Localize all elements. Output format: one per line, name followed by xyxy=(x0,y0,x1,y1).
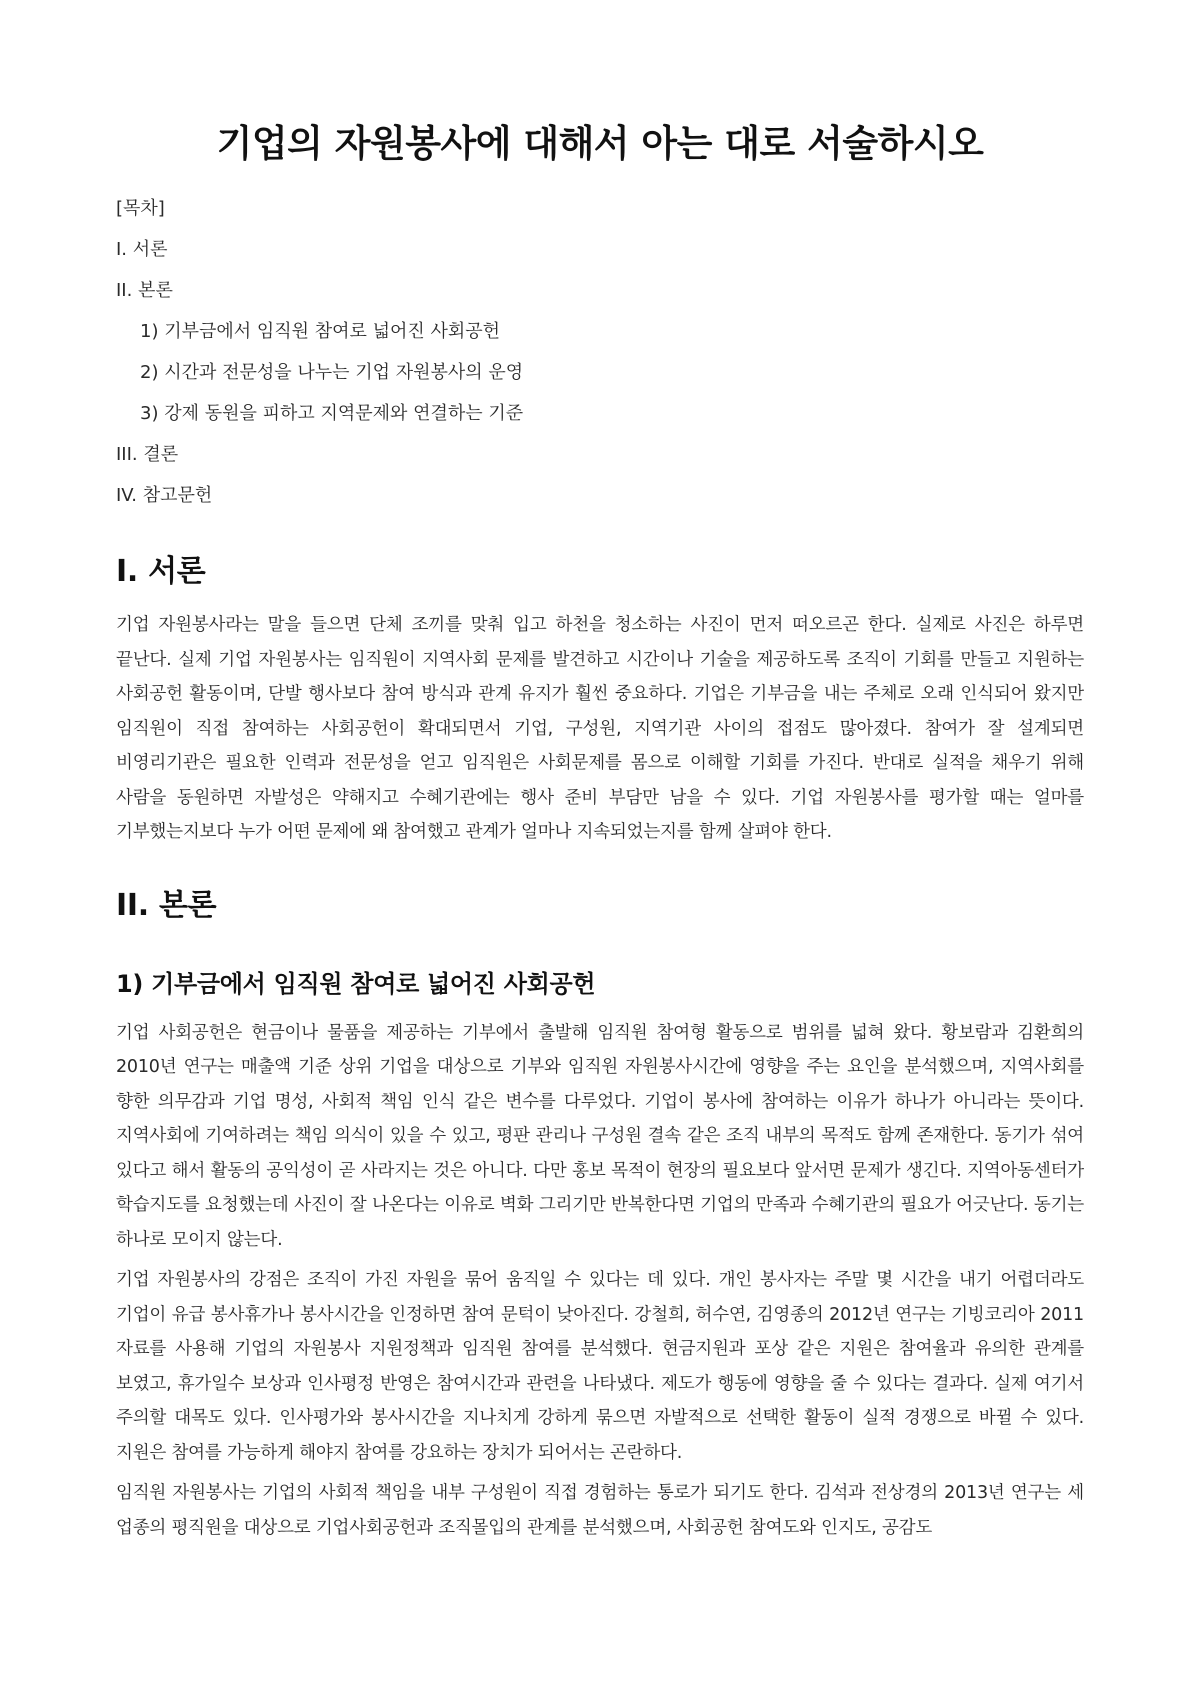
intro-paragraph: 기업 자원봉사라는 말을 들으면 단체 조끼를 맞춰 입고 하천을 청소하는 사진이 먼저 떠오르곤 한다. 실제로 사진은 하루면 끝난다. 실제 기업 자원봉사는 임직원이 지역사회 문제를 발견하고 시간이나 기술을 제공하도록 조직이 기회를 만들고 지원하는 사회공헌 활동이며, 단발 행사보다 참여 방식과 관계 유지가 훨씬 중요하다. 기업은 기부금을 내는 주체로 오래 인식되어 왔지만 임직원이 직접 참여하는 사회공헌이 확대되면서 기업, 구성원, 지역기관 사이의 접점도 많아졌다. 참여가 잘 설계되면 비영리기관은 필요한 인력과 전문성을 얻고 임직원은 사회문제를 몸으로 이해할 기회를 가진다. 반대로 실적을 채우기 위해 사람을 동원하면 자발성은 약해지고 수혜기관에는 행사 준비 부담만 남을 수 있다. 기업 자원봉사를 평가할 때는 얼마를 기부했는지보다 누가 어떤 문제에 왜 참여했고 관계가 얼마나 지속되었는지를 함께 살펴야 한다. xyxy=(116,615,1084,842)
toc-item-body: II. 본론 xyxy=(116,280,173,301)
body-paragraph: 기업 사회공헌은 현금이나 물품을 제공하는 기부에서 출발해 임직원 참여형 활동으로 범위를 넓혀 왔다. 황보람과 김환희의 2010년 연구는 매출액 기준 상위 기업을 대상으로 기부와 임직원 자원봉사시간에 영향을 주는 요인을 분석했으며, 지역사회를 향한 의무감과 기업 명성, 사회적 책임 인식 같은 변수를 다루었다. 기업이 봉사에 참여하는 이유가 하나가 아니라는 뜻이다. 지역사회에 기여하려는 책임 의식이 있을 수 있고, 평판 관리나 구성원 결속 같은 조직 내부의 목적도 함께 존재한다. 동기가 섞여 있다고 해서 활동의 공익성이 곧 사라지는 것은 아니다. 다만 홍보 목적이 현장의 필요보다 앞서면 문제가 생긴다. 지역아동센터가 학습지도를 요청했는데 사진이 잘 나온다는 이유로 벽화 그리기만 반복한다면 기업의 만족과 수혜기관의 필요가 어긋난다. 동기는 하나로 모이지 않는다. xyxy=(116,1022,1084,1250)
toc-item-conclusion: III. 결론 xyxy=(116,444,179,465)
toc-item-references: IV. 참고문헌 xyxy=(116,485,213,506)
body-paragraph: 기업 자원봉사의 강점은 조직이 가진 자원을 묶어 움직일 수 있다는 데 있다. 개인 봉사자는 주말 몇 시간을 내기 어렵더라도 기업이 유급 봉사휴가나 봉사시간을 인정하면 참여 문턱이 낮아진다. 강철희, 허수연, 김영종의 2012년 연구는 기빙코리아 2011 자료를 사용해 기업의 자원봉사 지원정책과 임직원 참여를 분석했다. 현금지원과 포상 같은 지원은 참여율과 유의한 관계를 보였고, 휴가일수 보상과 인사평정 반영은 참여시간과 관련을 나타냈다. 제도가 행동에 영향을 줄 수 있다는 결과다. 실제 여기서 주의할 대목도 있다. 인사평가와 봉사시간을 지나치게 강하게 묶으면 자발적으로 선택한 활동이 실적 경쟁으로 바뀔 수 있다. 지원은 참여를 가능하게 해야지 참여를 강요하는 장치가 되어서는 곤란하다. xyxy=(116,1270,1084,1463)
section-heading-body: II. 본론 xyxy=(116,887,217,923)
toc-item-body-3: 3) 강제 동원을 피하고 지역문제와 연결하는 기준 xyxy=(140,403,524,424)
document-title: 기업의 자원봉사에 대해서 아는 대로 서술하시오 xyxy=(216,122,984,165)
body-paragraph: 임직원 자원봉사는 기업의 사회적 책임을 내부 구성원이 직접 경험하는 통로가 되기도 한다. 김석과 전상경의 2013년 연구는 세 업종의 평직원을 대상으로 기업사회공헌과 조직몰입의 관계를 분석했으며, 사회공헌 참여도와 인지도, 공감도 xyxy=(116,1483,1084,1538)
toc-item-body-2: 2) 시간과 전문성을 나누는 기업 자원봉사의 운영 xyxy=(140,362,524,383)
subsection-heading-1: 1) 기부금에서 임직원 참여로 넓어진 사회공헌 xyxy=(116,969,596,998)
table-of-contents xyxy=(116,188,1084,516)
toc-item-intro: I. 서론 xyxy=(116,239,168,260)
toc-heading: [목차] xyxy=(116,198,165,219)
toc-item-body-1: 1) 기부금에서 임직원 참여로 넓어진 사회공헌 xyxy=(140,321,501,342)
section-heading-intro: I. 서론 xyxy=(116,554,206,589)
